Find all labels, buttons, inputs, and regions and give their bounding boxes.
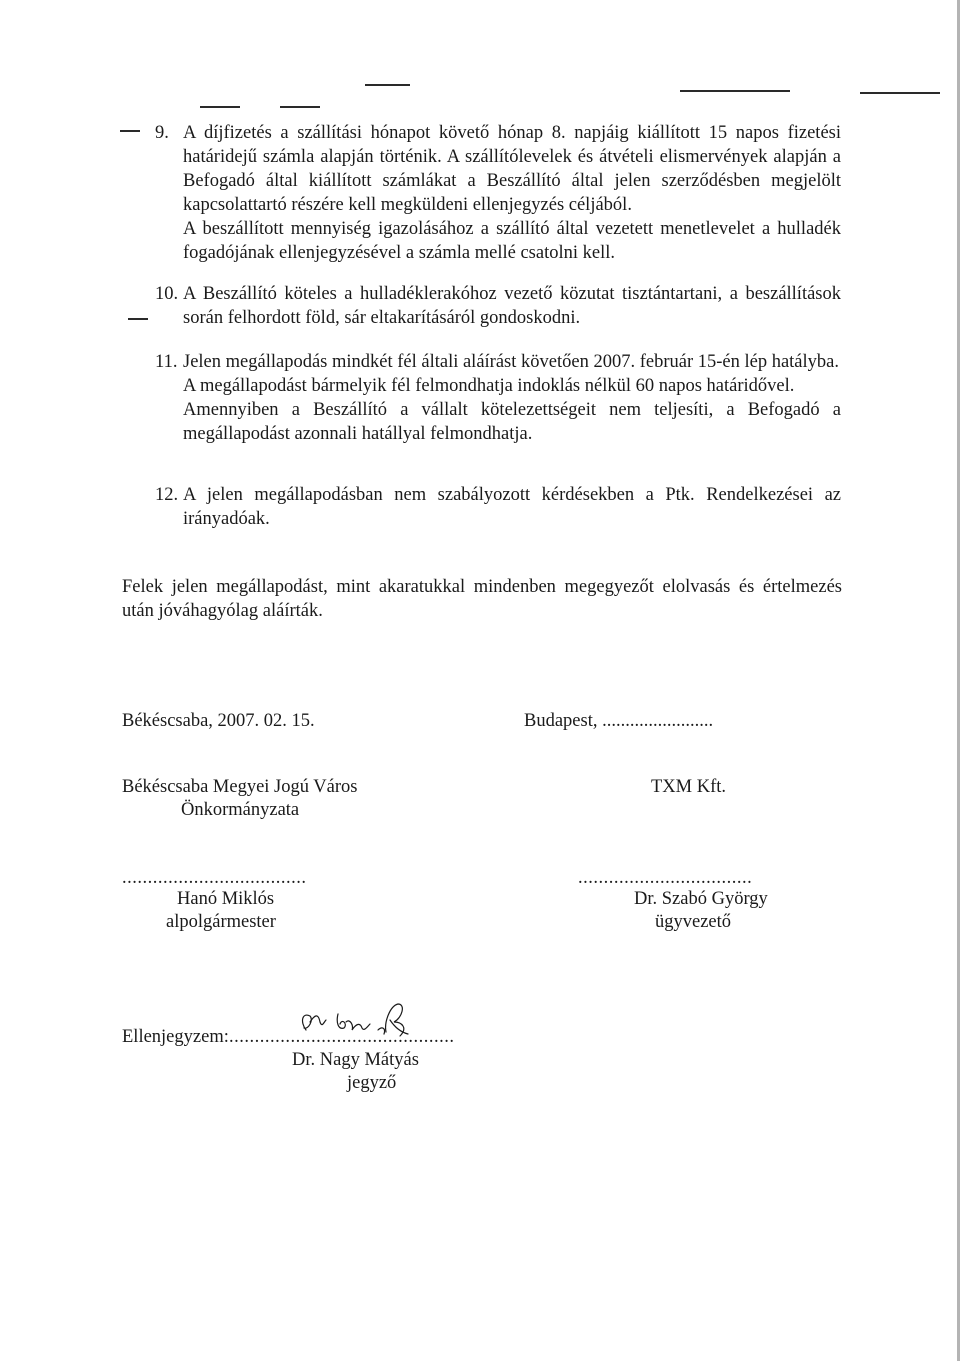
scan-artifact xyxy=(200,106,240,108)
party-right-line1: TXM Kft. xyxy=(651,777,727,797)
clause-paragraph: A jelen megállapodásban nem szabályozott kérdésekben a Ptk. Rendelkezései az irányadóak. xyxy=(183,485,841,529)
signer-right-title: ügyvezető xyxy=(655,912,732,932)
clause-12 xyxy=(155,483,841,531)
clause-number: 10. xyxy=(155,284,179,304)
party-left-line2: Önkormányzata xyxy=(181,800,300,820)
clause-paragraph: Amennyiben a Beszállító a vállalt kötelezettségeit nem teljesíti, a Befogadó a megállapodást azonnali hatállyal felmondhatja. xyxy=(183,400,841,444)
scan-artifact xyxy=(365,84,410,86)
signature-line-right: .................................. xyxy=(578,868,753,888)
signer-left-name: Hanó Miklós xyxy=(177,889,275,909)
clause-paragraph: A Beszállító köteles a hulladéklerakóhoz vezető közutat tisztántartani, a beszállítások során felhordott föld, sár eltakarításáról gondoskodni. xyxy=(183,284,841,328)
scan-artifact xyxy=(128,318,148,320)
clause-11 xyxy=(155,350,841,446)
scan-artifact xyxy=(280,106,320,108)
scan-artifact xyxy=(860,92,940,94)
place-date-left: Békéscsaba, 2007. 02. 15. xyxy=(122,711,315,731)
clause-9 xyxy=(155,121,841,265)
signer-right-name: Dr. Szabó György xyxy=(634,889,768,909)
handwritten-signature xyxy=(290,992,420,1052)
party-left-line1: Békéscsaba Megyei Jogú Város xyxy=(122,777,358,797)
closing-statement: Felek jelen megállapodást, mint akaratukkal mindenben megegyezőt elolvasás és értelmezés után jóváhagyólag aláírták. xyxy=(122,577,842,621)
clause-10 xyxy=(155,282,841,330)
clause-paragraph: Jelen megállapodás mindkét fél általi aláírást követően 2007. február 15-én lép hatályba. xyxy=(183,352,839,372)
countersign-line: ............................................ xyxy=(229,1027,455,1047)
countersign-label: Ellenjegyzem: xyxy=(122,1027,229,1047)
scan-artifact xyxy=(680,90,790,92)
clause-number: 9. xyxy=(155,123,169,143)
place-date-right: Budapest, ........................ xyxy=(524,711,714,731)
clause-paragraph: A megállapodást bármelyik fél felmondhatja indoklás nélkül 60 napos határidővel. xyxy=(183,376,795,396)
countersign-name: Dr. Nagy Mátyás xyxy=(292,1050,419,1070)
signature-line-left: .................................... xyxy=(122,868,307,888)
clause-number: 12. xyxy=(155,485,179,505)
scan-artifact xyxy=(120,130,140,132)
clause-number: 11. xyxy=(155,352,178,372)
clause-paragraph: A díjfizetés a szállítási hónapot követő hónap 8. napjáig kiállított 15 napos fizetési határidejű számla alapján történik. A szállítólevelek és átvételi elismervények alapján a Befogadó által kiállított számlákat a Beszállító által jelen szerződésben megjelölt kapcsolattartó részére kell megküldeni ellenjegyzés céljából. xyxy=(183,123,841,215)
countersign-title: jegyző xyxy=(347,1073,397,1093)
signer-left-title: alpolgármester xyxy=(166,912,276,932)
clause-paragraph: A beszállított mennyiség igazolásához a szállító által vezetett menetlevelet a hulladék fogadójának ellenjegyzésével a számla mellé csatolni kell. xyxy=(183,219,841,263)
